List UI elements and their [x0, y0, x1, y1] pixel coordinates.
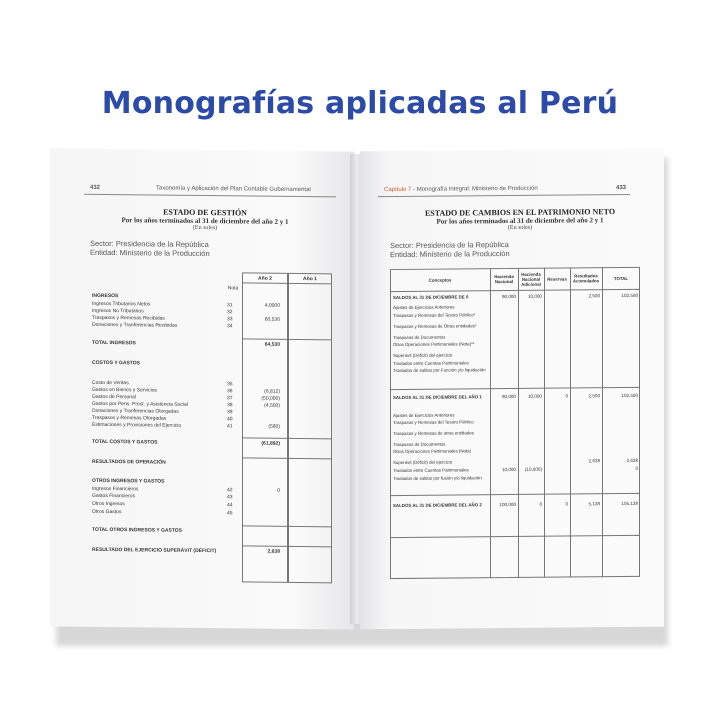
patrimonio-cell: 100,000 — [499, 501, 516, 508]
patrimonio-cell: 10,000 — [501, 466, 516, 473]
patrimonio-row-label: Otros Operaciones Patrimoniales (Nota)** — [393, 341, 475, 348]
patrimonio-cell: 102,500 — [621, 292, 638, 299]
row-amount-year2: 0 — [277, 487, 280, 494]
patrimonio-cell: 2,638 — [588, 458, 600, 464]
right-meta — [390, 240, 510, 259]
row-label: Ingresos No Tributarios — [92, 307, 144, 315]
patrimonio-row-label: Superávit (Déficit) del ejercicio — [393, 459, 453, 466]
row-label: Gastos de Personal — [92, 393, 136, 401]
row-nota: 36 — [227, 388, 233, 395]
row-nota: 31 — [227, 302, 233, 309]
chapter-label: Capítulo 7 — [384, 186, 412, 194]
row-amount-year2: (6,812) — [264, 388, 280, 395]
row-label: TOTAL OTROS INGRESOS Y GASTOS — [92, 526, 183, 534]
row-amount-year2: 60,530 — [264, 316, 280, 323]
row-label: Gastos por Pens. Prest. y Asistencia Social — [92, 400, 188, 408]
row-nota: 39 — [227, 409, 233, 416]
patrimonio-row-label: Ajustes de Ejercicios Anteriores — [393, 412, 455, 419]
column-rule — [570, 267, 571, 577]
row-label: Gastos en Bienes y Servicios — [92, 386, 158, 394]
patrimonio-cell: 90,000 — [501, 393, 516, 400]
header-year1: Año 1 — [303, 276, 317, 283]
year1-column — [288, 273, 332, 583]
patrimonio-row-label: Traslados entre Cuentas Patrimoniales — [393, 360, 469, 367]
row-nota: 37 — [227, 395, 233, 402]
row-nota: 41 — [227, 423, 233, 430]
row-nota: 42 — [227, 487, 233, 494]
statement-currency: (En soles) — [192, 224, 218, 232]
column-rule — [490, 268, 491, 578]
statement-subtitle: Por los años terminados al 31 de diciembre del año 2 y 1 — [121, 216, 289, 226]
patrimonio-cell: 0 — [539, 501, 542, 507]
entity-label: Entidad: Ministerio de la Producción — [90, 247, 210, 259]
row-nota: 32 — [227, 309, 233, 316]
row-amount-year2: (580) — [268, 423, 280, 430]
patrimonio-cell: 2,638 — [626, 457, 638, 464]
row-nota: 45 — [227, 510, 233, 517]
row-nota: 38 — [227, 402, 233, 409]
statement-title: ESTADO DE GESTIÓN — [163, 207, 247, 218]
row-amount-year2: (50,000) — [261, 395, 280, 402]
right-statement-title — [390, 207, 650, 232]
row-label: OTROS INGRESOS Y GASTOS — [92, 477, 165, 485]
headline: Monografías aplicadas al Perú — [101, 86, 619, 121]
column-rule — [544, 268, 545, 578]
row-amount-year2: 4,0000 — [264, 302, 280, 309]
column-header: TOTAL — [613, 275, 629, 281]
row-label: RESULTADOS DE OPERACIÓN — [92, 458, 166, 466]
patrimonio-cell: (10,000) — [524, 466, 542, 472]
entity-label: Entidad: Ministerio de la Producción — [390, 249, 510, 260]
row-label: Traspasos y Remesas Otorgadas — [92, 414, 167, 422]
patrimonio-table — [390, 267, 640, 579]
row-amount-year2: 64,530 — [264, 341, 280, 348]
row-nota: 44 — [227, 502, 233, 509]
patrimonio-row-label: Otros Operaciones Patrimoniales (Nota) — [393, 448, 472, 455]
header-nota: Nota — [227, 285, 239, 292]
patrimonio-cell: 90,000 — [501, 293, 516, 300]
row-label: TOTAL INGRESOS — [92, 339, 136, 347]
patrimonio-cell: 0 — [565, 501, 568, 507]
patrimonio-row-label: Traspasos y Remesas del Tesoro Público* — [393, 312, 476, 319]
left-running-title: Taxonomía y Aplicación del Plan Contable Gubernamental — [156, 185, 311, 194]
row-label: TOTAL COSTOS Y GASTOS — [92, 438, 158, 446]
chapter-title: - Monografía Integral: Ministerio de Producción — [411, 185, 538, 193]
row-label: Donaciones y Tranferencias Recibidas — [92, 321, 178, 329]
row-amount-year2: 2,638 — [267, 548, 280, 555]
row-label: COSTOS Y GASTOS — [92, 359, 140, 367]
row-label: Ingresos Financieros — [92, 485, 139, 493]
sector-label: Sector: Presidencia de la República — [390, 240, 509, 251]
row-nota: 35 — [227, 381, 233, 388]
column-header: Hacienda Nacional — [494, 273, 514, 285]
patrimonio-cell: 102,500 — [621, 392, 638, 399]
row-amount-year2: (4,500) — [264, 402, 280, 409]
row-label: Costo de Ventas — [92, 379, 129, 387]
sector-label: Sector: Presidencia de la República — [90, 238, 209, 250]
statement-subtitle: Por los años terminados al 31 de diciembre del año 2 y 1 — [436, 216, 604, 226]
row-label: INGRESOS — [92, 292, 119, 300]
row-nota: 40 — [227, 416, 233, 423]
patrimonio-row-label: Traspasos y Remesas de otras entidades — [393, 430, 474, 437]
patrimonio-cell: 0 — [565, 393, 568, 399]
patrimonio-row-label: SALDOS AL 31 DE DICIEMBRE DEL AÑO 1 — [393, 394, 482, 401]
left-page-number: 432 — [90, 184, 101, 191]
column-rule — [518, 268, 519, 578]
row-amount-year2: (61,892) — [261, 440, 280, 447]
right-page — [360, 149, 664, 630]
row-nota: 33 — [227, 316, 233, 323]
patrimonio-row-label: Traspasos de Documentos — [393, 334, 446, 341]
patrimonio-cell: 10,000 — [527, 293, 542, 299]
left-meta — [90, 239, 210, 258]
patrimonio-cell: 2,500 — [588, 393, 600, 399]
row-label: Gastos Financieros — [92, 492, 136, 500]
right-running-title — [384, 186, 538, 193]
column-header: Reservas — [547, 276, 567, 282]
patrimonio-cell: 105,138 — [621, 500, 638, 507]
patrimonio-row-label: SALDOS AL 31 DE DICIEMBRE DEL AÑO 2 — [393, 502, 482, 509]
left-running-head — [84, 181, 336, 198]
patrimonio-row-label: Traspasos y Remesas de Otras entidades* — [393, 323, 477, 330]
patrimonio-row-label: Traslados de saldos por fusión y/o liquidación — [393, 475, 482, 482]
row-label: Donaciones y Tranferencias Otorgadas — [92, 407, 179, 415]
row-label: Otros Gastos — [92, 508, 122, 516]
patrimonio-row-label: Traslados de saldos por Función y/o liquidación — [393, 367, 486, 374]
row-nota: 43 — [227, 494, 233, 501]
patrimonio-row-label: Superávit (Déficit) del ejercicio — [393, 352, 453, 359]
header-year2: Año 2 — [258, 275, 272, 282]
patrimonio-row-label: Ajustes de Ejercicios Anteriores — [393, 304, 455, 311]
column-header: Resultados Acumulados — [572, 273, 600, 284]
patrimonio-row-label: Traspasos de Documentos — [393, 441, 446, 448]
row-nota: 34 — [227, 323, 233, 330]
column-rule — [602, 267, 603, 577]
patrimonio-cell: 2,500 — [588, 293, 600, 299]
row-label: Traspasos y Remesas Recibidas — [92, 314, 165, 322]
statement-currency: (En soles) — [507, 224, 533, 232]
patrimonio-cell: 10,000 — [527, 393, 542, 399]
row-label: Otros Ingresos — [92, 500, 125, 508]
patrimonio-row-label: Traspasos y Remesas del Tesoro Público — [393, 419, 474, 426]
row-label: RESULTADO DEL EJERCICIO SUPERÁVIT (DÉFICIT) — [92, 546, 217, 555]
left-statement-title — [90, 207, 320, 232]
right-running-head — [378, 181, 630, 197]
row-label: Estimaciones y Provisiones del Ejercicio — [92, 421, 182, 429]
gestion-table — [92, 269, 332, 592]
patrimonio-cell: 5,138 — [588, 501, 600, 507]
statement-title: ESTADO DE CAMBIOS EN EL PATRIMONIO NETO — [424, 207, 616, 218]
row-label: Ingresos Tributarios Netos — [92, 300, 151, 308]
column-header: Conceptos — [428, 277, 452, 283]
column-header: Hacienda Nacional Adicional — [521, 271, 541, 287]
right-page-number: 433 — [615, 185, 626, 192]
open-book — [50, 150, 668, 640]
patrimonio-cell: 0 — [635, 465, 638, 471]
patrimonio-row-label: Traslados entre Cuentas Patrimoniales — [393, 467, 469, 474]
left-page — [50, 148, 354, 629]
patrimonio-row-label: SALDOS AL 31 DE DICIEMBRE DE 0 — [393, 294, 469, 301]
